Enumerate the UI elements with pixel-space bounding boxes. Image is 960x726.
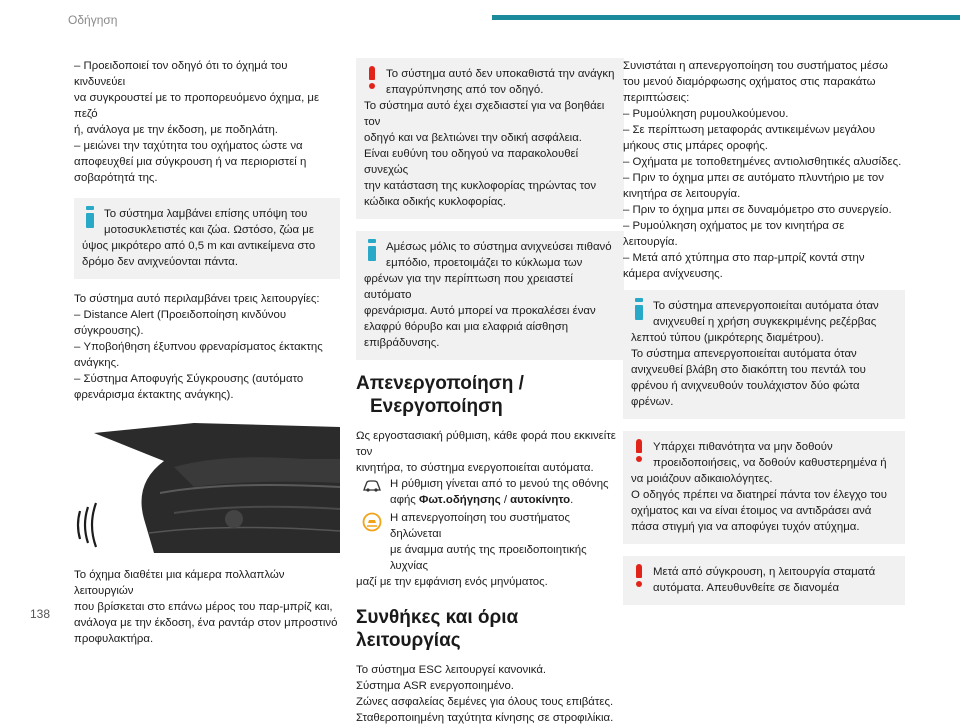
paragraph-default-setting: Ως εργοστασιακή ρύθμιση, κάθε φορά που εκκινείτε τον κινητήρα, το σύστημα ενεργοποιείται αυτόματα. bbox=[356, 430, 616, 474]
warning-icon bbox=[632, 439, 646, 463]
info-icon bbox=[632, 298, 646, 320]
warning-icon bbox=[365, 66, 379, 90]
info-icon bbox=[365, 239, 379, 261]
heading-deactivation: Απενεργοποίηση / bbox=[356, 373, 524, 394]
chapter-title: Οδήγηση bbox=[68, 13, 118, 27]
paragraph-lamp-message: μαζί με την εμφάνιση ενός μηνύματος. bbox=[356, 576, 548, 588]
heading-activation: Ενεργοποίηση bbox=[370, 396, 503, 417]
warning-note-after-collision: Μετά από σύγκρουση, η λειτουργία σταματά αυτόματα. Απευθυνθείτε σε διανομέα bbox=[623, 556, 905, 605]
page-number: 138 bbox=[30, 607, 51, 621]
heading-conditions: Συνθήκες και όρια λειτουργίας bbox=[356, 607, 519, 651]
info-note-motorcyclists: Το σύστημα λαμβάνει επίσης υπόψη του μοτοσυκλετιστές και ζώα. Ωστόσο, ζώα με ύψος μικρότερο από 0,5 m και αντικείμενα στο δρόμο δεν ανιχνεύονται πάντα. bbox=[74, 198, 340, 279]
car-icon bbox=[362, 478, 382, 494]
paragraph-recommended-deactivation: Συνιστάται η απενεργοποίηση του συστήματος μέσω του μενού διαμόρφωσης οχήματος στις παρακάτω περιπτώσεις: – Ρυμούλκηση ρυμουλκούμενου. – Σε περίπτωση μεταφοράς αντικειμένων μεγάλου μήκους στις μπάρες οροφής. – Οχήματα με τοποθετημένες αντιολισθητικές αλυσίδες. – Πριν το όχημα μπει σε αυτόματο πλυντήριο με τον κινητήρα σε λειτουργία. – Πριν το όχημα μπει σε δυναμόμετρο στο συνεργείο. – Ρυμούλκηση οχήματος με τον κινητήρα σε λειτουργία. – Μετά από χτύπημα στο παρ-μπρίζ κοντά στην κάμερα ανίχνευσης. bbox=[623, 60, 902, 280]
column-1 bbox=[74, 58, 340, 647]
submenu-name: αυτοκίνητο bbox=[510, 494, 571, 506]
warning-lamp-row: Η απενεργοποίηση του συστήματος δηλώνεται με άναμμα αυτής της προειδοποιητικής λυχνίας bbox=[356, 510, 624, 574]
warning-note-alerts: Υπάρχει πιθανότητα να μην δοθούν προειδοποιήσεις, να δοθούν καθυστερημένα ή να μοιάζουν αδικαιολόγητες. Ο οδηγός πρέπει να διατηρεί πάντα τον έλεγχο του οχήματος και να είναι έτοιμος να αντιδράσει ανά πάσα στιγμή για να αποφύγει τυχόν ατύχημα. bbox=[623, 431, 905, 544]
column-3 bbox=[623, 58, 905, 617]
column-2 bbox=[356, 58, 624, 726]
paragraph-conditions: Το σύστημα ESC λειτουργεί κανονικά. Σύστημα ASR ενεργοποιημένο. Ζώνες ασφαλείας δεμένες για όλους τους επιβάτες. Σταθεροποιημένη ταχύτητα κίνησης σε στροφιλίκια. bbox=[356, 664, 614, 724]
info-icon bbox=[83, 206, 97, 228]
warning-icon bbox=[632, 564, 646, 588]
paragraph-three-functions: Το σύστημα αυτό περιλαμβάνει τρεις λειτουργίες: – Distance Alert (Προειδοποίηση κινδύνου σύγκρουσης). – Υποβοήθηση έξυπνου φρεναρίσματος έκτακτης ανάγκης. – Σύστημα Αποφυγής Σύγκρουσης (αυτόματο φρενάρισμα έκτακτης ανάγκης). bbox=[74, 293, 323, 401]
info-note-brake-prepare: Αμέσως μόλις το σύστημα ανιχνεύσει πιθανό εμπόδιο, προετοιμάζει το κύκλωμα των φρένων για την περίπτωση που χρειαστεί αυτόματο φρενάρισμα. Αυτό μπορεί να προκαλέσει έναν ελαφρύ θόρυβο και μια ελαφριά αίσθηση επιβράδυνσης. bbox=[356, 231, 624, 360]
paragraph-camera: Το όχημα διαθέτει μια κάμερα πολλαπλών λειτουργιών που βρίσκεται στο επάνω μέρος του παρ-μπρίζ και, ανάλογα με την έκδοση, ένα ραντάρ στον μπροστινό προφυλακτήρα. bbox=[74, 569, 338, 645]
car-radar-illustration bbox=[74, 423, 340, 553]
collision-warning-lamp-icon bbox=[362, 512, 382, 532]
header-accent-bar bbox=[492, 15, 960, 20]
paragraph-functions-intro: – Προειδοποιεί τον οδηγό ότι το όχημά του κινδυνεύει να συγκρουστεί με το προπορευόμενο όχημα, με πεζό ή, ανάλογα με την έκδοση, με ποδηλάτη. – μειώνει την ταχύτητα του οχήματος ώστε να αποφευχθεί μια σύγκρουση ή να περιοριστεί η σοβαρότητά της. bbox=[74, 60, 320, 184]
touchscreen-setting-row: Η ρύθμιση γίνεται από το μενού της οθόνης αφής Φωτ.οδήγησης / αυτοκίνητο. bbox=[356, 476, 624, 508]
info-note-auto-deactivation: Το σύστημα απενεργοποιείται αυτόματα όταν ανιχνευθεί η χρήση συγκεκριμένης ρεζέρβας λεπτού τύπου (μικρότερης διαμέτρου). Το σύστημα απενεργοποιείται αυτόματα όταν ανιχνευθεί βλάβη στο διακόπτη του πεντάλ του φρένου ή ανιχνευθούν τουλάχιστον δύο φώτα φρένων. bbox=[623, 290, 905, 419]
warning-note-driver-vigilance: Το σύστημα αυτό δεν υποκαθιστά την ανάγκη επαγρύπνησης από τον οδηγό. Το σύστημα αυτό έχει σχεδιαστεί για να βοηθάει τον οδηγό και να βελτιώνει την οδική ασφάλεια. Είναι ευθύνη του οδηγού να παρακολουθεί συνεχώς την κατάσταση της κυκλοφορίας τηρώντας τον κώδικα οδικής κυκλοφορίας. bbox=[356, 58, 624, 219]
menu-name: Φωτ.οδήγησης bbox=[418, 494, 501, 506]
